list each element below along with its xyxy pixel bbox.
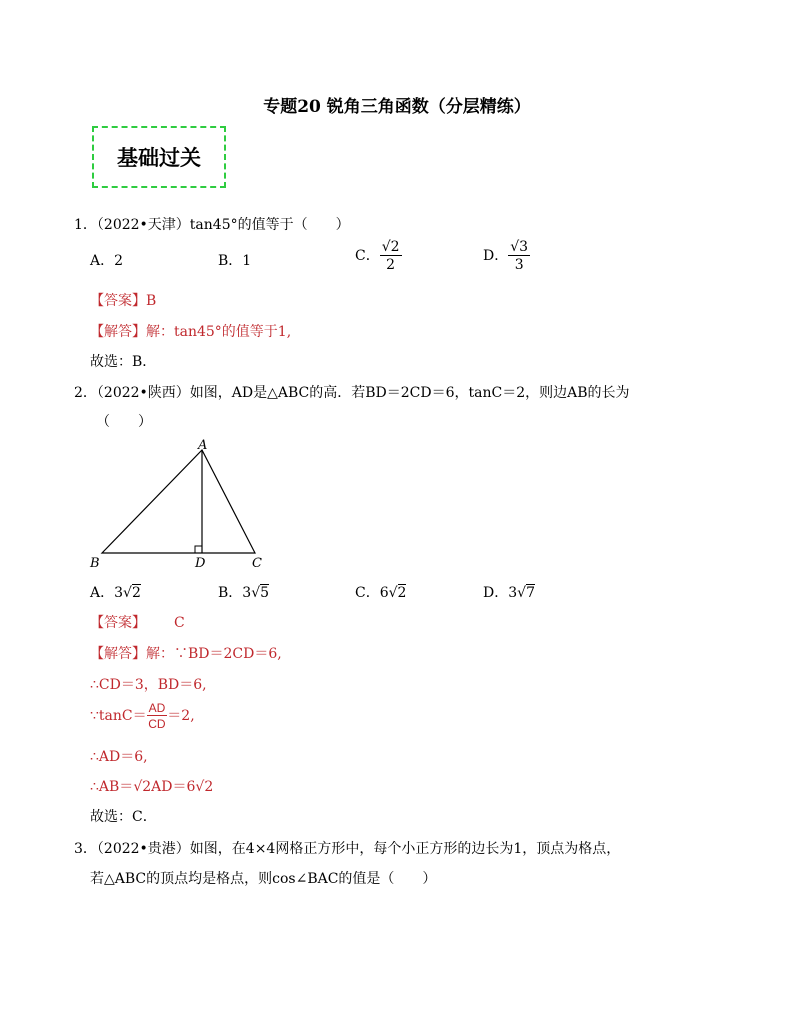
solution-line-3-prefix: ∵tanC＝	[90, 708, 147, 724]
answer-value: C	[174, 615, 185, 631]
q1-solution	[90, 321, 291, 341]
q2-solution	[90, 643, 282, 663]
point-d-label: D	[195, 556, 206, 571]
q2-option-d	[483, 582, 535, 602]
solution-line-5	[90, 776, 213, 796]
q2-option-c-prefix: C．6	[355, 585, 389, 601]
q2-option-c-radicand: 2	[397, 585, 407, 601]
sqrt-sign-icon: √	[123, 585, 132, 601]
q2-option-a-prefix: A．3	[90, 585, 124, 601]
solution-text: 解：tan45°的值等于1,	[146, 324, 292, 340]
solution-label: 【解答】	[90, 646, 146, 662]
q1-answer	[90, 290, 156, 310]
tan-fraction	[147, 702, 168, 730]
sqrt-sign-icon: √	[195, 779, 205, 795]
answer-label: 【答案】	[90, 293, 146, 309]
q1-option-c-denominator: 2	[386, 257, 396, 273]
answer-label: 【答案】	[90, 615, 146, 631]
q2-answer	[90, 612, 185, 632]
q1-option-d	[483, 240, 530, 272]
solution-line-5-prefix: ∴AB＝	[90, 779, 134, 795]
triangle-abc	[102, 450, 255, 553]
q1-option-d-denominator: 3	[514, 257, 524, 273]
answer-value: B	[146, 293, 157, 309]
question-1-stem: 1．（2022•天津）tan45°的值等于（ ）	[74, 217, 350, 233]
solution-line-3-suffix: ＝2,	[167, 708, 195, 724]
q2-choose: 故选：C．	[90, 809, 157, 825]
solution-label: 【解答】	[90, 324, 146, 340]
solution-line-5-middle: AD＝6	[151, 779, 196, 795]
sqrt-sign-icon: √	[381, 239, 391, 255]
q1-option-c-prefix: C．	[355, 248, 380, 264]
q1-option-b: B．1	[218, 253, 252, 269]
solution-line-2: ∴CD＝3，BD＝6,	[90, 677, 207, 693]
vertex-a-label: A	[198, 438, 208, 453]
sqrt-sign-icon: √	[133, 779, 143, 795]
solution-line-5-radicand-1: 2	[142, 779, 152, 795]
page-title: 专题20 锐角三角函数（分层精练）	[263, 97, 531, 117]
solution-line-3	[90, 702, 195, 730]
question-3-stem: 3．（2022•贵港）如图，在4×4网格正方形中，每个小正方形的边长为1，顶点为格点，	[74, 841, 621, 857]
q2-option-d-radicand: 7	[526, 585, 535, 601]
question-2-paren: （ ）	[96, 414, 152, 430]
sqrt-sign-icon: √	[388, 585, 398, 601]
sqrt-sign-icon: √	[251, 585, 261, 601]
triangle-figure	[88, 436, 278, 572]
q1-option-d-prefix: D．	[483, 248, 509, 264]
question-2-stem: 2．（2022•陕西）如图，AD是△ABC的高．若BD＝2CD＝6，tanC＝2，则边AB的长为	[74, 385, 630, 401]
q2-option-b-prefix: B．3	[218, 585, 252, 601]
q2-option-d-prefix: D．3	[483, 585, 518, 601]
q1-option-d-fraction	[508, 240, 530, 272]
vertex-c-label: C	[252, 556, 262, 571]
q2-option-a	[90, 582, 141, 602]
right-angle-mark	[195, 546, 202, 553]
q1-option-c-numerator: 2	[390, 239, 400, 255]
q2-option-b-radicand: 5	[260, 585, 270, 601]
sqrt-sign-icon: √	[510, 239, 520, 255]
q1-option-c-fraction	[380, 240, 402, 272]
q2-option-b	[218, 582, 269, 602]
q1-choose: 故选：B．	[90, 354, 157, 370]
q2-option-a-radicand: 2	[131, 585, 141, 601]
section-badge: 基础过关	[92, 126, 226, 188]
solution-line-5-radicand-2: 2	[204, 779, 214, 795]
q2-option-c	[355, 582, 406, 602]
vertex-b-label: B	[90, 556, 100, 571]
solution-line-1: 解：∵BD＝2CD＝6,	[146, 646, 282, 662]
tan-fraction-denominator: CD	[148, 717, 166, 731]
question-3-stem-2: 若△ABC的顶点均是格点，则cos∠BAC的值是（ ）	[90, 871, 437, 887]
q1-option-a: A．2	[90, 253, 124, 269]
solution-line-4: ∴AD＝6,	[90, 749, 148, 765]
q1-option-d-numerator: 3	[519, 239, 529, 255]
tan-fraction-numerator: AD	[148, 701, 166, 715]
q1-option-c	[355, 240, 402, 272]
sqrt-sign-icon: √	[517, 585, 527, 601]
